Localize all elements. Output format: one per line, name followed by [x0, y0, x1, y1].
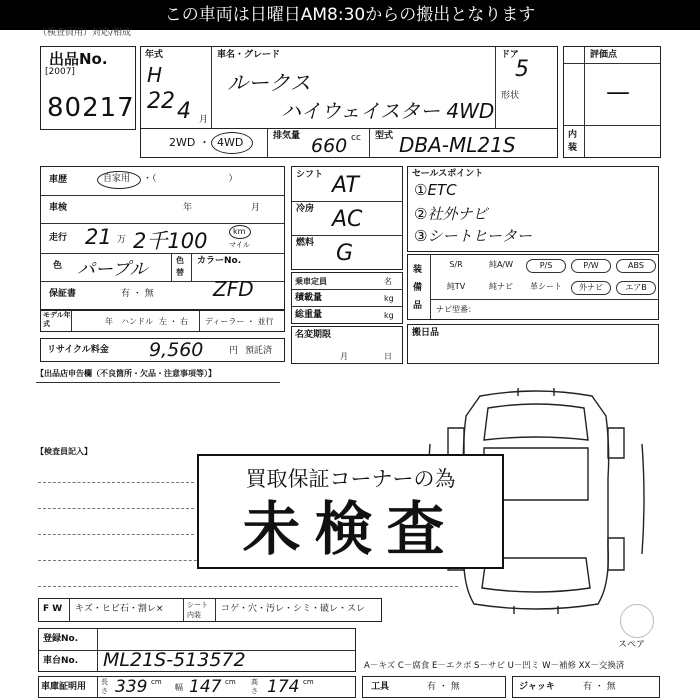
mileage-mile: マイル — [229, 241, 250, 249]
top-banner — [0, 0, 700, 30]
inspection-label: 車検 — [49, 203, 68, 213]
sales-points-label: セールスポイント — [412, 169, 484, 179]
ac-value: AC — [332, 207, 363, 232]
model-year-year: 年 — [105, 317, 113, 326]
lot-number: 80217 — [47, 93, 135, 123]
equipment-item: 革シート — [530, 282, 562, 291]
capacity-unit: 名 — [384, 277, 392, 286]
drive-row — [140, 128, 558, 158]
equipment-item: P/W — [571, 259, 611, 273]
header-fragment: （検查員用）対応/相成 — [38, 28, 132, 38]
height-value: 174 — [267, 677, 300, 697]
tools-label: 工具 — [371, 682, 390, 692]
score-label: 評価点 — [590, 50, 618, 60]
shift-value: AT — [332, 173, 359, 198]
year-era: H — [147, 63, 163, 87]
inspection-year: 年 — [183, 203, 193, 213]
equipment-item: ABS — [616, 259, 656, 273]
dealer-label: ディーラー ・ 並行 — [205, 317, 274, 326]
chassis-label: 車台No. — [43, 656, 79, 666]
doors-value: 5 — [515, 57, 529, 82]
banner-text: この車両は日曜日AM8:30からの搬出となります — [164, 5, 536, 25]
sales-point-2: ②社外ナビ — [414, 205, 488, 223]
fuel-label: 燃料 — [296, 238, 315, 248]
model-year-label: モデル年式 — [43, 311, 71, 328]
type-value: DBA-ML21S — [399, 133, 516, 157]
width-value: 147 — [189, 677, 222, 697]
history-value: 自家用 — [103, 174, 131, 184]
type-label: 型式 — [375, 131, 394, 141]
length-unit: cm — [151, 678, 162, 686]
year-month: 4 — [177, 99, 191, 124]
fw-damage: キズ・ヒビ石・割レ× — [75, 604, 164, 614]
lot-box — [40, 46, 136, 130]
sales-point-3: ③シートヒーター — [414, 227, 532, 245]
spare-wheel-circle — [620, 604, 654, 638]
mileage-km: km — [233, 227, 246, 236]
chassis-value: ML21S-513572 — [103, 649, 246, 671]
load-unit: kg — [384, 294, 394, 303]
year-label: 年式 — [145, 50, 164, 60]
registration-label: 登録No. — [43, 634, 79, 644]
stamp-box — [197, 454, 504, 569]
capacity-label: 乗車定員 — [295, 277, 327, 286]
mileage-man: 万 — [117, 235, 127, 245]
recycle-note: 預託済 — [245, 346, 273, 356]
length-value: 339 — [115, 677, 148, 697]
lot-label: 出品No. — [49, 50, 108, 68]
warranty-options: 有 ・ 無 — [121, 289, 154, 299]
recycle-unit: 円 — [229, 346, 239, 356]
recycle-row — [40, 338, 285, 362]
equipment-item: 純A/W — [488, 260, 514, 269]
ac-label: 冷房 — [296, 204, 315, 214]
seller-notes-label: 【出品店申告欄（不良箇所・欠品・注意事項等）】 — [36, 369, 216, 378]
displacement-label: 排気量 — [273, 131, 301, 141]
color-change-label: 色替 — [176, 256, 184, 277]
name-change-label: 名変期限 — [295, 330, 332, 340]
entry-date-box — [407, 324, 659, 364]
width-unit: cm — [225, 678, 236, 686]
model-grade: ハイウェイスター 4WD — [281, 99, 495, 123]
equipment-label: 装備品 — [413, 265, 423, 311]
history-rest: ・（ ） — [143, 174, 238, 184]
color-value: パープル — [77, 259, 148, 280]
height-label: 高さ — [251, 678, 258, 695]
shape-label: 形状 — [501, 91, 520, 101]
weight-label: 総重量 — [295, 310, 323, 320]
spare-label: スペア — [618, 640, 646, 650]
fuel-value: G — [336, 241, 354, 266]
stamp-line-2: 未検査 — [242, 495, 459, 563]
handle-sides: 左 ・ 右 — [159, 317, 189, 326]
seat-interior: コゲ・穴・汚レ・シミ・破レ・スレ — [221, 604, 366, 614]
recycle-value: 9,560 — [149, 339, 204, 361]
model-name: ルークス — [227, 71, 311, 95]
entry-date-label: 搬日品 — [412, 328, 440, 338]
reg-box — [38, 628, 356, 672]
year-model-box — [140, 46, 558, 130]
color-label: 色 — [53, 261, 63, 271]
mileage-value-10k: 21 — [85, 225, 112, 249]
model-year-row — [40, 310, 285, 332]
length-label: 長さ — [101, 678, 108, 695]
color-code-label: カラーNo. — [197, 256, 242, 266]
jack-label: ジャッキ — [519, 682, 555, 692]
displacement-unit: cc — [351, 133, 361, 143]
name-change-month: 月 — [340, 352, 348, 361]
history-label: 車歴 — [49, 175, 68, 185]
equipment-item: 外ナビ — [571, 281, 611, 295]
name-change-day: 日 — [384, 352, 392, 361]
equipment-item: 純ナビ — [489, 282, 513, 291]
sales-point-1: ①ETC — [414, 181, 457, 199]
height-unit: cm — [303, 678, 314, 686]
equipment-item: P/S — [526, 259, 566, 273]
inspector-notes-label: 【検査員記入】 — [36, 447, 92, 456]
warranty-label: 保証書 — [49, 289, 77, 299]
equipment-box — [407, 254, 659, 320]
year-value: 22 — [147, 89, 175, 114]
equipment-item: 純TV — [446, 282, 466, 291]
mileage-label: 走行 — [49, 233, 68, 243]
drive-dot: ・ — [199, 136, 210, 149]
drive-4wd: 4WD — [217, 136, 244, 149]
tools-row — [362, 676, 506, 698]
width-label: 幅 — [175, 683, 183, 692]
dimensions-row — [38, 676, 356, 698]
tools-options: 有 ・ 無 — [427, 682, 460, 692]
lot-year-tag: [2007] — [45, 67, 75, 77]
recycle-label: リサイクル料金 — [47, 345, 109, 355]
weight-unit: kg — [384, 311, 394, 320]
load-label: 積載量 — [295, 293, 323, 303]
details-box — [40, 166, 285, 310]
fw-label: F W — [43, 604, 63, 614]
handle-label: ハンドル — [121, 317, 153, 326]
score-box — [563, 46, 661, 158]
damage-legend: A－キズ C－腐食 E－エクボ S－サビ U－凹ミ W－補修 XX－交換済 — [364, 661, 625, 671]
score-value: — — [606, 78, 630, 106]
dimensions-label: 車庫証明用 — [41, 682, 87, 692]
displacement-value: 660 — [311, 135, 348, 157]
stamp-line-1: 買取保証コーナーの為 — [245, 467, 456, 491]
equipment-item: S/R — [449, 260, 463, 269]
jack-options: 有 ・ 無 — [583, 682, 616, 692]
year-month-unit: 月 — [199, 115, 209, 125]
equipment-item: エアB — [616, 281, 656, 295]
drive-2wd: 2WD — [169, 136, 196, 149]
mileage-value-rest: 2千100 — [133, 229, 208, 253]
interior-label: 内装 — [568, 130, 578, 153]
shift-box — [291, 166, 403, 270]
jack-row — [512, 676, 660, 698]
shift-label: シフト — [296, 170, 324, 180]
seat-label: シート内装 — [187, 601, 208, 619]
doors-label: ドア — [501, 50, 519, 60]
nav-model-label: ナビ型番： — [436, 305, 476, 314]
name-change-box — [291, 326, 403, 364]
inspection-month: 月 — [251, 203, 261, 213]
color-code: ZFD — [213, 277, 254, 301]
capacity-box — [291, 272, 403, 324]
sales-points-box — [407, 166, 659, 252]
fw-row — [38, 598, 382, 622]
model-label: 車名・グレード — [217, 50, 281, 60]
